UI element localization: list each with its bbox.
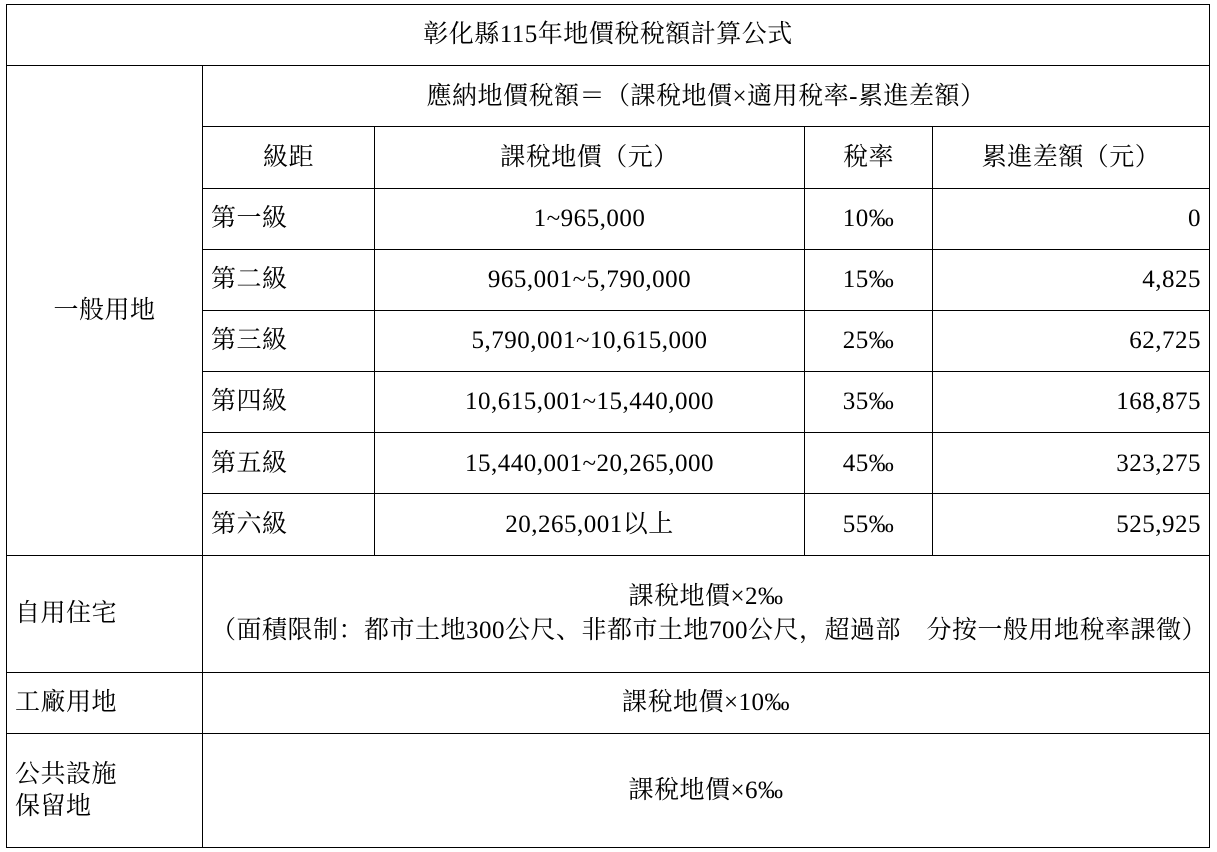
tax-rate: 25‰ xyxy=(805,310,933,371)
category-public-facility-reserved-land xyxy=(7,734,203,848)
progressive-difference: 62,725 xyxy=(933,310,1210,371)
tax-rate: 10‰ xyxy=(805,188,933,249)
self-use-residence-note: （面積限制：都市土地300公尺、非都市土地700公尺，超過部 分按一般用地稅率課徵） xyxy=(211,616,1208,644)
table-row-title xyxy=(7,5,1210,66)
table-row-formula xyxy=(7,66,1210,127)
column-header-rate: 稅率 xyxy=(805,127,933,188)
column-header-taxable-value: 課稅地價（元） xyxy=(375,127,805,188)
taxable-value: 1~965,000 xyxy=(375,188,805,249)
level-label: 第二級 xyxy=(203,249,375,310)
progressive-difference: 323,275 xyxy=(933,433,1210,494)
self-use-residence-formula: 課稅地價×2‰ xyxy=(628,583,784,611)
progressive-difference: 168,875 xyxy=(933,372,1210,433)
factory-land-formula: 課稅地價×10‰ xyxy=(203,672,1210,733)
tax-rate: 55‰ xyxy=(805,494,933,555)
progressive-difference: 0 xyxy=(933,188,1210,249)
taxable-value: 965,001~5,790,000 xyxy=(375,249,805,310)
level-label: 第六級 xyxy=(203,494,375,555)
tax-rate: 45‰ xyxy=(805,433,933,494)
column-header-level: 級距 xyxy=(203,127,375,188)
tax-rate: 35‰ xyxy=(805,372,933,433)
level-label: 第五級 xyxy=(203,433,375,494)
category-line-2: 保留地 xyxy=(15,792,92,820)
category-factory-land: 工廠用地 xyxy=(7,672,203,733)
category-general-land: 一般用地 xyxy=(7,66,203,555)
category-line-1: 公共設施 xyxy=(15,761,118,789)
level-label: 第三級 xyxy=(203,310,375,371)
taxable-value: 10,615,001~15,440,000 xyxy=(375,372,805,433)
column-header-progressive-difference: 累進差額（元） xyxy=(933,127,1210,188)
table-row-public-facility-reserved-land xyxy=(7,734,1210,848)
taxable-value: 5,790,001~10,615,000 xyxy=(375,310,805,371)
tax-rate: 15‰ xyxy=(805,249,933,310)
table-row-self-use-residence xyxy=(7,555,1210,672)
tax-formula: 應納地價稅額＝（課稅地價×適用稅率-累進差額） xyxy=(203,66,1210,127)
self-use-residence-cell xyxy=(203,555,1210,672)
progressive-difference: 525,925 xyxy=(933,494,1210,555)
page-title: 彰化縣115年地價稅稅額計算公式 xyxy=(7,5,1210,66)
taxable-value: 20,265,001以上 xyxy=(375,494,805,555)
table-row-factory-land xyxy=(7,672,1210,733)
land-value-tax-table xyxy=(6,4,1210,848)
level-label: 第一級 xyxy=(203,188,375,249)
progressive-difference: 4,825 xyxy=(933,249,1210,310)
level-label: 第四級 xyxy=(203,372,375,433)
category-self-use-residence: 自用住宅 xyxy=(7,555,203,672)
public-facility-reserved-land-formula: 課稅地價×6‰ xyxy=(203,734,1210,848)
taxable-value: 15,440,001~20,265,000 xyxy=(375,433,805,494)
